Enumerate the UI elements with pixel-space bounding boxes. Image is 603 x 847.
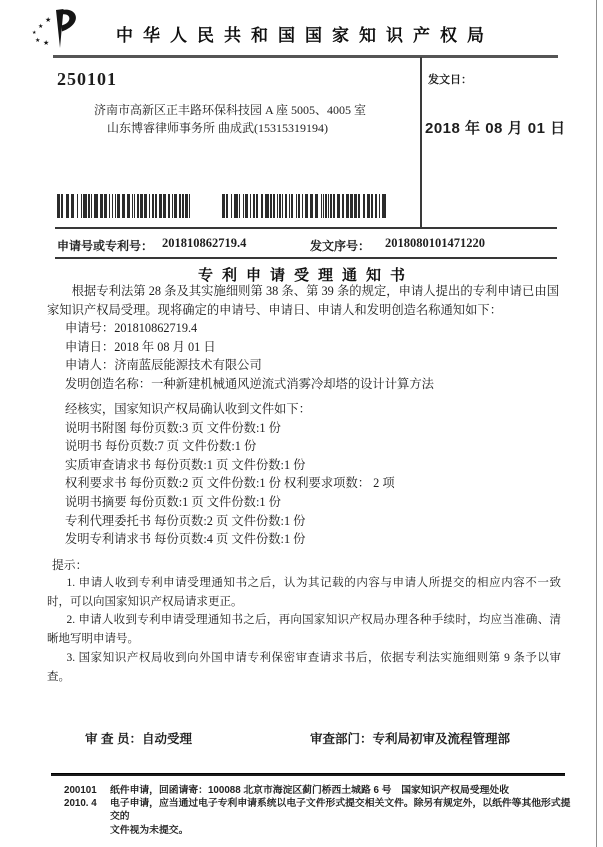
- received-documents: [65, 400, 559, 549]
- department-label: 审查部门：: [310, 732, 373, 746]
- received-file-item: 说明书 每份页数:7 页 文件份数:1 份: [65, 439, 257, 454]
- barcode-application-number: [57, 194, 195, 218]
- dispatch-date-value: 2018 年 08 月 01 日: [425, 120, 566, 137]
- footer-instructions: [110, 784, 572, 837]
- received-file-item: 说明书摘要 每份页数:1 页 文件份数:1 份: [65, 494, 281, 509]
- field-application-date: 申请日：2018 年 08 月 01 日: [65, 339, 216, 354]
- svg-text:★: ★: [45, 16, 52, 24]
- footer-divider: [51, 773, 565, 776]
- field-application-number: 申请号：201810862719.4: [65, 321, 198, 335]
- received-file-item: 专利代理委托书 每份页数:2 页 文件份数:1 份: [65, 513, 306, 528]
- svg-text:★: ★: [43, 39, 50, 47]
- header-divider: [53, 55, 558, 58]
- document-title: 专利申请受理通知书: [197, 267, 414, 284]
- examiner-label: 审 查 员：: [85, 732, 142, 746]
- received-file-item: 实质审查请求书 每份页数:1 页 文件份数:1 份: [65, 457, 306, 472]
- footer-instruction-line: 电子申请，应当通过电子专利申请系统以电子文件形式提交相关文件。除另有规定外，以纸件等其他形式提交的: [110, 798, 571, 823]
- examiner-row: [85, 729, 192, 747]
- page-edge-line: [596, 0, 597, 847]
- dispatch-box-divider: [420, 57, 422, 228]
- examiner-value: 自动受理: [141, 732, 192, 746]
- field-applicant: 申请人：济南蓝辰能源技术有限公司: [65, 358, 262, 373]
- svg-text:★: ★: [35, 38, 41, 44]
- field-invention-title: 发明创造名称：一种新建机械通风逆流式消雾冷却塔的设计计算方法: [65, 376, 434, 391]
- cnipa-logo-icon: [25, 4, 100, 56]
- postal-code: 250101: [57, 69, 117, 89]
- received-file-item: 发明专利请求书 每份页数:4 页 文件份数:1 份: [65, 532, 306, 547]
- note-item: 1. 申请人收到专利申请受理通知书之后，认为其记载的内容与申请人所提交的相应内容不一致时，可以向国家知识产权局请求更正。: [47, 577, 561, 608]
- mailing-address-line2: 山东博睿律师事务所 曲成武(15315319194): [107, 121, 328, 135]
- svg-text:★: ★: [32, 31, 37, 36]
- barcode-serial-number: [222, 194, 387, 218]
- dispatch-serial-value: 2018080101471220: [385, 236, 485, 250]
- mailing-address-line1: 济南市高新区正丰路环保科技园 A 座 5005、4005 室: [94, 103, 367, 117]
- footer-instruction-line: 纸件申请，回函请寄：100088 北京市海淀区蓟门桥西土城路 6 号 国家知识产权局受理处收: [110, 785, 509, 796]
- note-item: 2. 申请人收到专利申请受理通知书之后，再向国家知识产权局办理各种手续时，均应当准确、清晰地写明申请号。: [47, 614, 561, 646]
- footer-form-codes: [64, 784, 97, 810]
- application-row-top-divider: [55, 227, 557, 229]
- footer-instruction-line: 文件视为未提交。: [110, 824, 189, 836]
- application-fields: [65, 319, 559, 393]
- dispatch-date-label: 发文日：: [428, 74, 472, 86]
- notes-list: [47, 574, 561, 686]
- note-item: 3. 国家知识产权局收到向外国申请专利保密审查请求书后，依据专利法实施细则第 9 条予以审查。: [47, 651, 561, 683]
- received-file-item: 说明书附图 每份页数:3 页 文件份数:1 份: [65, 420, 281, 435]
- footer-form-code: 2010. 4: [64, 798, 97, 810]
- received-intro: 经核实，国家知识产权局确认收到文件如下：: [65, 402, 311, 416]
- department-value: 专利局初审及流程管理部: [372, 732, 511, 746]
- footer-form-code: 200101: [64, 785, 97, 796]
- notes-label: 提示：: [52, 558, 88, 572]
- department-row: [310, 729, 510, 747]
- application-number-label: 申请号或专利号：: [57, 239, 154, 253]
- dispatch-serial-label: 发文序号：: [310, 239, 371, 253]
- application-row-bottom-divider: [55, 257, 557, 259]
- application-number-value: 201810862719.4: [162, 236, 247, 250]
- svg-text:★: ★: [38, 24, 44, 30]
- intro-paragraph: 根据专利法第 28 条及其实施细则第 38 条、第 39 条的规定，申请人提出的专利申请已由国家知识产权局受理。现将确定的申请号、申请日、申请人和发明创造名称通知如下：: [47, 284, 559, 317]
- received-file-item: 权利要求书 每份页数:2 页 文件份数:1 份 权利要求项数： 2 项: [65, 476, 395, 491]
- issuing-authority-title: 中华人民共和国国家知识产权局: [116, 26, 494, 45]
